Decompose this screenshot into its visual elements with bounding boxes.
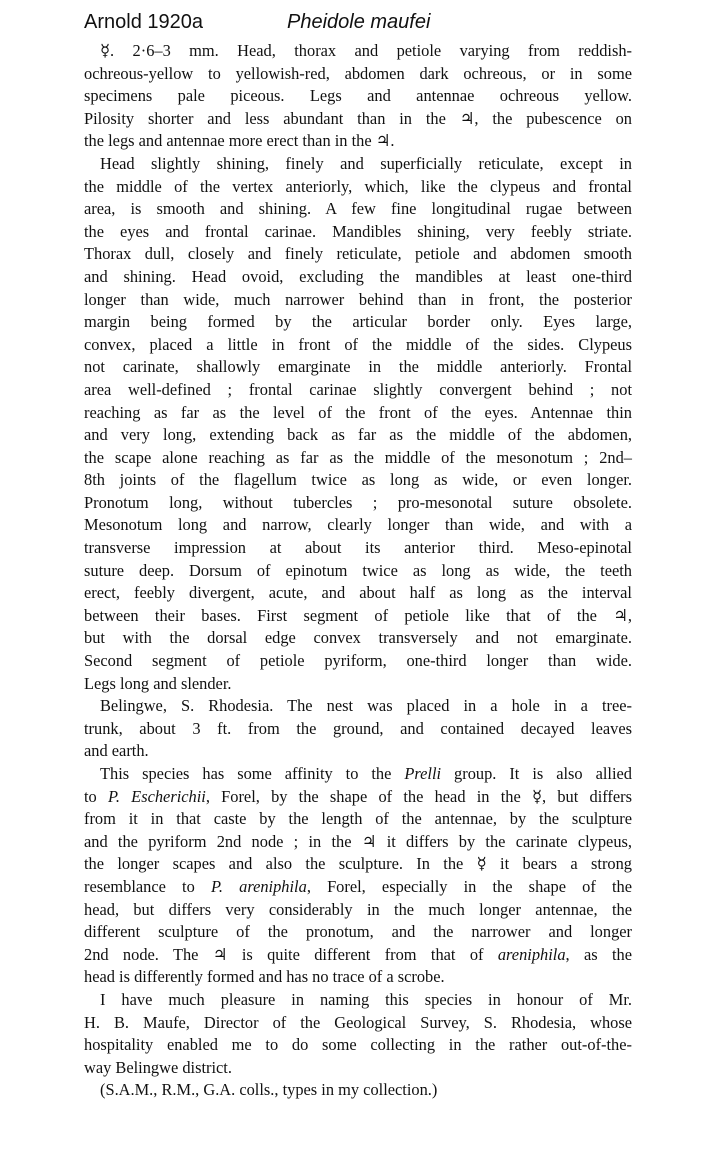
text-line: margin being formed by the articular border only. Eyes large, — [84, 312, 632, 332]
text-line: to P. Escherichii, Forel, by the shape of the head in the ☿, but differs — [84, 786, 632, 806]
text-line: 2nd node. The ♃ is quite different from that of areniphila, as the — [84, 944, 632, 964]
paragraph — [68, 695, 632, 763]
text-line: different sculpture of the pronotum, and the narrower and longer — [84, 922, 632, 942]
text-line: erect, feebly divergent, acute, and about half as long as the interval — [84, 583, 632, 603]
paragraph — [68, 763, 632, 989]
text-line: resemblance to P. areniphila, Forel, especially in the shape of the — [84, 876, 632, 896]
paragraph — [68, 40, 632, 153]
text-line: the middle of the vertex anteriorly, which, like the clypeus and frontal — [84, 176, 632, 196]
text-line: the longer scapes and also the sculpture. In the ☿ it bears a strong — [84, 854, 632, 874]
text-line: hospitality enabled me to do some collecting in the rather out-of-the- — [84, 1035, 632, 1055]
text-line: Pilosity shorter and less abundant than in the ♃, the pubescence on — [84, 108, 632, 128]
text-line: and very long, extending back as far as the middle of the abdomen, — [84, 425, 632, 445]
paragraph — [68, 153, 632, 695]
text-line: but with the dorsal edge convex transversely and not emarginate. — [84, 628, 632, 648]
header-author-year: Arnold 1920a — [84, 11, 203, 33]
text-line: Thorax dull, closely and finely reticulate, petiole and abdomen smooth — [84, 244, 632, 264]
text-line: the legs and antennae more erect than in the ♃. — [84, 131, 395, 151]
text-line: longer than wide, much narrower behind than in front, the posterior — [84, 289, 632, 309]
text-line: and shining. Head ovoid, excluding the mandibles at least one-third — [84, 266, 632, 286]
text-line: area, is smooth and shining. A few fine longitudinal rugae between — [84, 199, 632, 219]
text-line: reaching as far as the level of the front of the eyes. Antennae thin — [84, 402, 632, 422]
text-line: Mesonotum long and narrow, clearly longer than wide, and with a — [84, 515, 632, 535]
text-line: convex, placed a little in front of the middle of the sides. Clypeus — [84, 334, 632, 354]
text-line: area well-defined ; frontal carinae slightly convergent behind ; not — [84, 379, 632, 399]
text-line: from it in that caste by the length of the antennae, by the sculpture — [84, 809, 632, 829]
text-line: This species has some affinity to the Prelli group. It is also allied — [100, 764, 632, 783]
text-line: ochreous-yellow to yellowish-red, abdomen dark ochreous, or in some — [84, 63, 632, 83]
paragraph — [68, 989, 632, 1079]
text-line: ☿. 2·6–3 mm. Head, thorax and petiole varying from reddish- — [100, 41, 632, 60]
text-line: head is differently formed and has no trace of a scrobe. — [84, 967, 445, 987]
text-line: Second segment of petiole pyriform, one-third longer than wide. — [84, 651, 632, 671]
text-line: transverse impression at about its anterior third. Meso-epinotal — [84, 538, 632, 558]
paragraph — [68, 1079, 632, 1102]
text-line: the eyes and frontal carinae. Mandibles shining, very feebly striate. — [84, 221, 632, 241]
text-line: trunk, about 3 ft. from the ground, and contained decayed leaves — [84, 718, 632, 738]
text-line: Belingwe, S. Rhodesia. The nest was placed in a hole in a tree- — [100, 696, 632, 716]
text-line: head, but differs very considerably in the much longer antennae, the — [84, 899, 632, 919]
text-line: specimens pale piceous. Legs and antennae ochreous yellow. — [84, 86, 632, 106]
description-text — [68, 40, 632, 1102]
text-line: Head slightly shining, finely and superficially reticulate, except in — [100, 153, 632, 173]
text-line: between their bases. First segment of petiole like that of the ♃, — [84, 605, 632, 625]
header-species-name: Pheidole maufei — [287, 11, 431, 33]
text-line: suture deep. Dorsum of epinotum twice as long as wide, the teeth — [84, 560, 632, 580]
text-line: not carinate, shallowly emarginate in the middle anteriorly. Frontal — [84, 357, 632, 377]
text-line: (S.A.M., R.M., G.A. colls., types in my collection.) — [100, 1080, 438, 1100]
text-line: H. B. Maufe, Director of the Geological Survey, S. Rhodesia, whose — [84, 1012, 632, 1032]
text-line: I have much pleasure in naming this species in honour of Mr. — [100, 989, 632, 1009]
text-line: 8th joints of the flagellum twice as long as wide, or even longer. — [84, 470, 632, 490]
text-line: Pronotum long, without tubercles ; pro-mesonotal suture obsolete. — [84, 492, 632, 512]
text-line: Legs long and slender. — [84, 673, 232, 693]
text-line: way Belingwe district. — [84, 1057, 232, 1077]
text-line: the scape alone reaching as far as the middle of the mesonotum ; 2nd– — [84, 447, 632, 467]
text-line: and earth. — [84, 741, 149, 761]
text-line: and the pyriform 2nd node ; in the ♃ it differs by the carinate clypeus, — [84, 831, 632, 851]
